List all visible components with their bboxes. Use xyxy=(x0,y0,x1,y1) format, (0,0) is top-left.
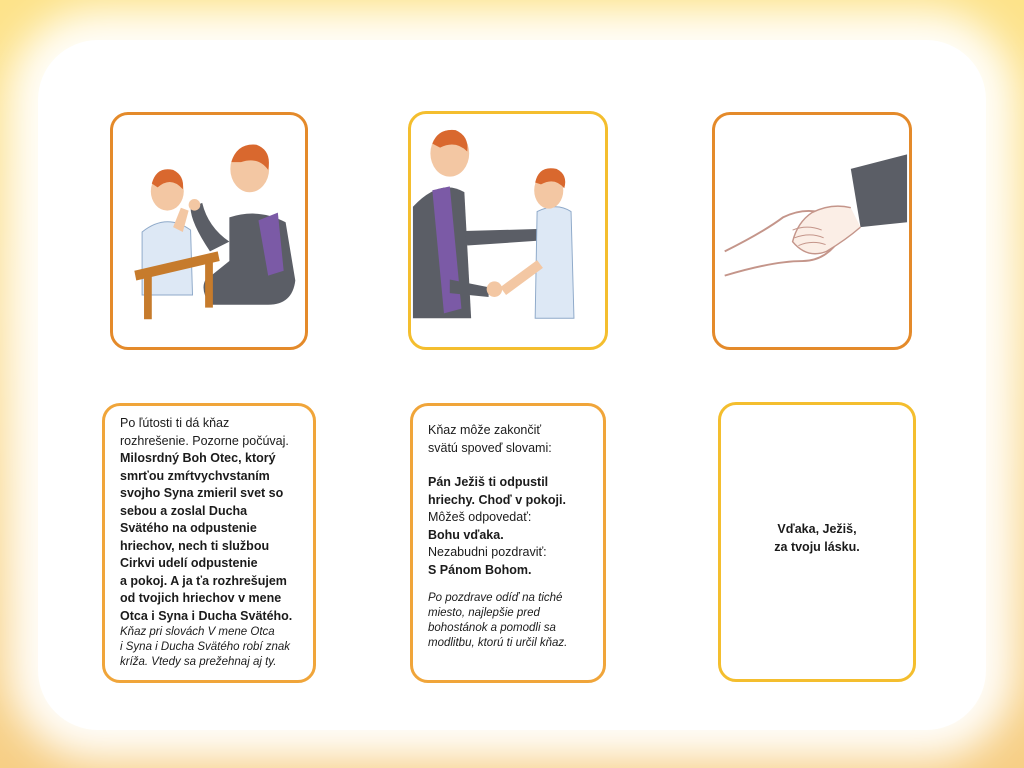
thanks-line: za tvoju lásku. xyxy=(774,539,860,554)
answer: Bohu vďaka. xyxy=(428,527,504,542)
note-line: modlitbu, ktorú ti určil kňaz. xyxy=(428,637,568,649)
absolution-text xyxy=(120,415,316,670)
handshake-illustration xyxy=(715,115,909,347)
answer-label: Môžeš odpovedať: xyxy=(428,510,532,524)
note-line: kríža. Vtedy sa prežehnaj aj ty. xyxy=(120,656,277,668)
intro-line: svätú spoveď slovami: xyxy=(428,440,552,455)
thanks-line: Vďaka, Ježiš, xyxy=(777,522,857,536)
note-line: miesto, najlepšie pred xyxy=(428,607,540,619)
note-line: bohostánok a pomodli sa xyxy=(428,622,556,634)
priest-words-line: Pán Ježiš ti odpustil xyxy=(428,475,549,489)
intro-line: Po ľútosti ti dá kňaz xyxy=(120,416,230,430)
note-line: i Syna i Ducha Svätého robí znak xyxy=(120,641,291,653)
text-card-closing xyxy=(410,403,606,683)
picture-card-handshake xyxy=(712,112,912,350)
prayer-line: smrťou zmŕtvychvstaním xyxy=(120,468,270,483)
picture-card-absolution xyxy=(110,112,308,350)
greeting-illustration xyxy=(411,114,605,347)
greeting-label: Nezabudni pozdraviť: xyxy=(428,545,547,559)
prayer-line: Cirkvi udelí odpustenie xyxy=(120,556,258,570)
prayer-line: sebou a zoslal Ducha xyxy=(120,503,248,518)
thanks-text xyxy=(721,521,913,556)
note-line: Kňaz pri slovách V mene Otca xyxy=(120,626,275,638)
prayer-line: svojho Syna zmieril svet so xyxy=(120,486,284,500)
intro-line: Kňaz môže zakončiť xyxy=(428,423,542,437)
text-card-absolution xyxy=(102,403,316,683)
prayer-line: Svätého na odpustenie xyxy=(120,521,257,535)
picture-card-greeting xyxy=(408,111,608,350)
prayer-line: Otca i Syna i Ducha Svätého. xyxy=(120,608,293,623)
greeting: S Pánom Bohom. xyxy=(428,562,532,577)
prayer-line: hriechov, nech ti službou xyxy=(120,538,270,553)
closing-text xyxy=(428,422,606,651)
note-line: Po pozdrave odíď na tiché xyxy=(428,592,563,604)
priest-words-line: hriechy. Choď v pokoji. xyxy=(428,492,566,507)
absolution-illustration xyxy=(113,115,305,347)
prayer-line: Milosrdný Boh Otec, ktorý xyxy=(120,451,276,465)
prayer-line: od tvojich hriechov v mene xyxy=(120,591,282,605)
intro-line: rozhrešenie. Pozorne počúvaj. xyxy=(120,433,289,448)
prayer-line: a pokoj. A ja ťa rozhrešujem xyxy=(120,573,287,588)
text-card-thanks xyxy=(718,402,916,682)
